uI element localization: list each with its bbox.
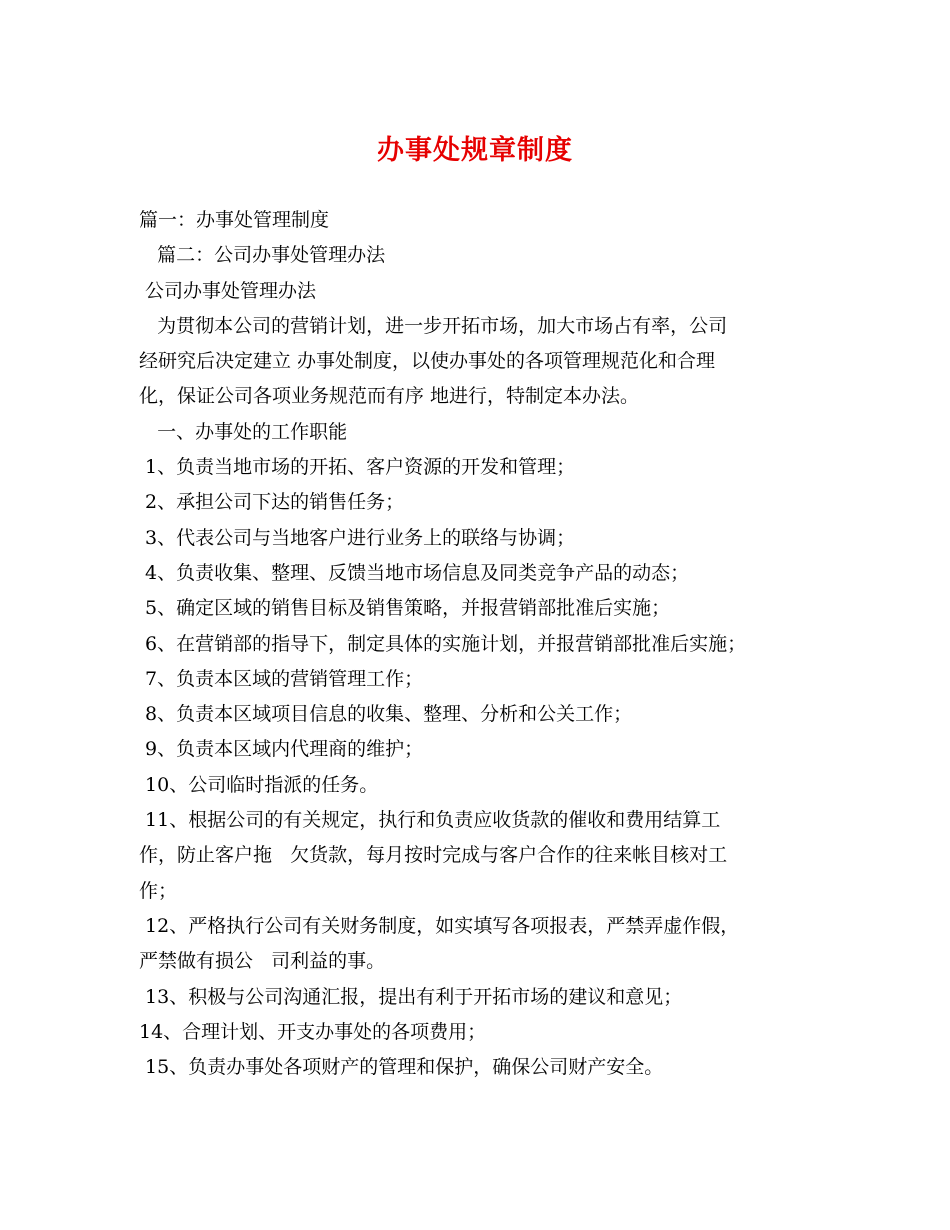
body-line: 作； [139,879,178,902]
body-line: 11、根据公司的有关规定，执行和负责应收货款的催收和费用结算工 [139,809,721,832]
body-line: 公司办事处管理办法 [139,279,317,302]
body-line: 6、在营销部的指导下，制定具体的实施计划，并报营销部批准后实施； [139,632,747,655]
body-line: 化，保证公司各项业务规范而有序 地进行，特制定本办法。 [139,385,640,408]
body-line: 一、办事处的工作职能 [139,420,348,443]
body-line: 14、合理计划、开支办事处的各项费用； [139,1020,487,1043]
body-line: 9、负责本区域内代理商的维护； [139,738,424,761]
body-line: 15、负责办事处各项财产的管理和保护，确保公司财产安全。 [139,1056,664,1079]
body-line: 严禁做有损公 司利益的事。 [139,950,386,973]
body-line: 经研究后决定建立 办事处制度，以使办事处的各项管理规范化和合理 [139,350,716,373]
body-line: 1、负责当地市场的开拓、客户资源的开发和管理； [139,456,576,479]
body-line: 8、负责本区域项目信息的收集、整理、分析和公关工作； [139,703,633,726]
body-line: 篇一：办事处管理制度 [139,209,330,231]
body-line: 13、积极与公司沟通汇报，提出有利于开拓市场的建议和意见； [139,985,683,1008]
body-line: 4、负责收集、整理、反馈当地市场信息及同类竞争产品的动态； [139,561,690,584]
body-line: 7、负责本区域的营销管理工作； [139,667,424,690]
body-line: 3、代表公司与当地客户进行业务上的联络与协调； [139,526,576,549]
body-line: 篇二：公司办事处管理办法 [139,244,386,267]
body-line: 作，防止客户拖 欠货款，每月按时完成与客户合作的往来帐目核对工 [139,844,728,867]
body-line: 5、确定区域的销售目标及销售策略，并报营销部批准后实施； [139,597,671,620]
body-line: 10、公司临时指派的任务。 [139,773,379,796]
body-line: 12、严格执行公司有关财务制度，如实填写各项报表，严禁弄虚作假， [139,914,740,937]
body-line: 为贯彻本公司的营销计划，进一步开拓市场，加大市场占有率，公司 [139,314,728,337]
document-body [139,203,819,1085]
body-line: 2、承担公司下达的销售任务； [139,491,405,514]
document-title: 办事处规章制度 [377,135,573,166]
